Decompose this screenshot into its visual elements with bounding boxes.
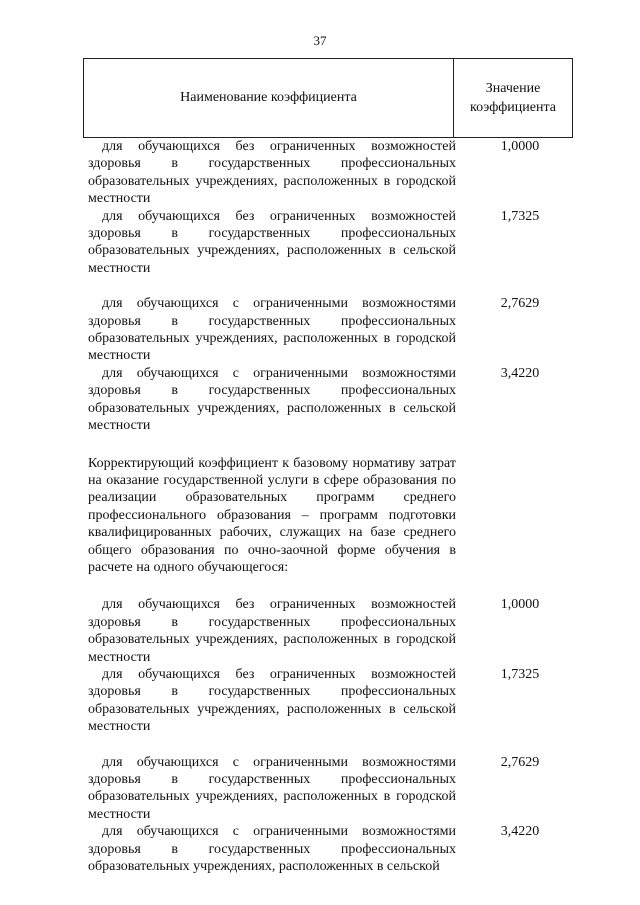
row-value: 1,0000 bbox=[500, 597, 540, 613]
section-heading: Корректирующий коэффициент к базовому нормативу затрат на оказание государственной услуги в сфере образования по реализации образовательных программ среднего профессионального образования – программ подготовки квалифицированных рабочих, служащих на базе среднего общего образования по очно-заочной форме обучения в расчете на одного обучающегося: bbox=[88, 455, 456, 575]
table-row bbox=[88, 138, 578, 208]
table-row bbox=[88, 365, 578, 435]
row-description: для обучающихся с ограниченными возможностями здоровья в государственных профессиональных образовательных учреждениях, расположенных в городской местности bbox=[88, 754, 456, 822]
table-row bbox=[88, 754, 578, 824]
table-row bbox=[88, 666, 578, 736]
header-coefficient-name: Наименование коэффициента bbox=[84, 59, 454, 137]
row-value: 1,7325 bbox=[500, 666, 540, 682]
row-value: 3,4220 bbox=[500, 365, 540, 381]
header-coefficient-value: Значение коэффициента bbox=[470, 81, 556, 115]
row-value: 2,7629 bbox=[500, 296, 540, 312]
row-description: для обучающихся с ограниченными возможностями здоровья в государственных профессиональных образовательных учреждениях, расположенных в городской местности bbox=[88, 296, 456, 364]
row-description: для обучающихся с ограниченными возможностями здоровья в государственных профессиональных образовательных учреждениях, расположенных в сельской местности bbox=[88, 365, 456, 434]
page-number: 37 bbox=[313, 33, 327, 48]
row-value: 3,4220 bbox=[500, 824, 540, 840]
row-value: 2,7629 bbox=[500, 754, 540, 770]
table-row bbox=[88, 823, 578, 875]
row-value: 1,0000 bbox=[500, 139, 540, 154]
table-row bbox=[88, 295, 578, 365]
table-row bbox=[88, 596, 578, 666]
coefficient-table-body bbox=[88, 138, 578, 875]
row-value: 1,7325 bbox=[500, 208, 540, 224]
table-header bbox=[83, 58, 573, 138]
row-description: для обучающихся с ограниченными возможностями здоровья в государственных профессиональных образовательных учреждениях, расположенных в сельской bbox=[88, 824, 456, 875]
row-description: для обучающихся без ограниченных возможностей здоровья в государственных профессиональных образовательных учреждениях, расположенных в сельской местности bbox=[88, 666, 456, 735]
row-description: для обучающихся без ограниченных возможностей здоровья в государственных профессиональных образовательных учреждениях, расположенных в сельской местности bbox=[88, 208, 456, 276]
row-description: для обучающихся без ограниченных возможностей здоровья в государственных профессиональных образовательных учреждениях, расположенных в городской местности bbox=[88, 597, 456, 665]
table-row bbox=[88, 208, 578, 278]
row-description: для обучающихся без ограниченных возможностей здоровья в государственных профессиональных образовательных учреждениях, расположенных в городской местности bbox=[88, 139, 456, 207]
